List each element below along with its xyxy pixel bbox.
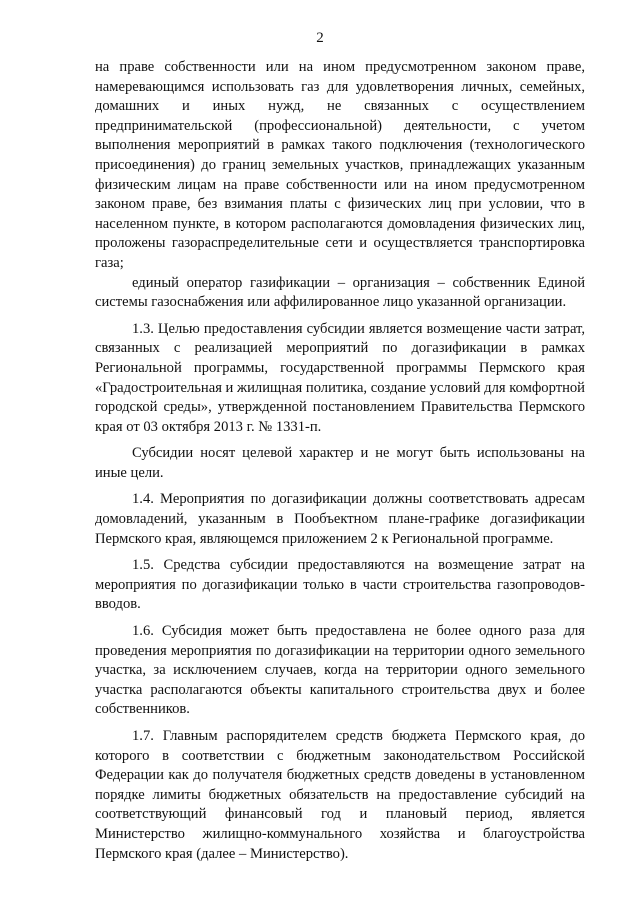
paragraph-1-6: 1.6. Субсидия может быть предоставлена не более одного раза для проведения мероприятия по догазификации на территории одного земельного участка, за исключением случаев, когда на территории одного земельного участка располагаются объекты капитального строительства двух и более собственников. — [95, 623, 585, 718]
paragraph-definition-continued: на праве собственности или на ином предусмотренном законом праве, намеревающимся использовать газ для удовлетворения личных, семейных, домашних и иных нужд, не связанных с осуществлением предпринимательской (профессиональной) деятельности, с учетом выполнения мероприятий в рамках такого подключения (технологического присоединения) до границ земельных участков, принадлежащих указанным физическим лицам на праве собственности или на ином предусмотренном законом праве, без взимания платы с физических лиц при условии, что в населенном пункте, в котором располагаются домовладения физических лиц, проложены газораспределительные сети и осуществляется транспортировка газа; — [95, 59, 585, 271]
paragraph-subsidy-purpose: Субсидии носят целевой характер и не могут быть использованы на иные цели. — [95, 445, 585, 481]
paragraph-1-5: 1.5. Средства субсидии предоставляются на возмещение затрат на мероприятия по догазификации только в части строительства газопроводов-вводов. — [95, 557, 585, 613]
document-body — [95, 58, 585, 864]
paragraph-1-3: 1.3. Целью предоставления субсидии является возмещение части затрат, связанных с реализацией мероприятий по догазификации в рамках Региональной программы, государственной программы Пермского края «Градостроительная и жилищная политика, создание условий для комфортной городской среды», утвержденной постановлением Правительства Пермского края от 03 октября 2013 г. № 1331-п. — [95, 320, 585, 435]
paragraph-1-4: 1.4. Мероприятия по догазификации должны соответствовать адресам домовладений, указанным в Пообъектном плане-графике догазификации Пермского края, являющемся приложением 2 к Региональной программе. — [95, 491, 585, 547]
page-number: 2 — [316, 30, 324, 46]
paragraph-gasification-operator: единый оператор газификации – организация – собственник Единой системы газоснабжения или аффилированное лицо указанной организации. — [95, 274, 585, 311]
paragraph-1-7: 1.7. Главным распорядителем средств бюджета Пермского края, до которого в соответствии с бюджетным законодательством Российской Федерации как до получателя бюджетных средств доведены в установленном порядке лимиты бюджетных обязательств на предоставление субсидий на соответствующий финансовый год и плановый период, является Министерство жилищно-коммунального хозяйства и благоустройства Пермского края (далее – Министерство). — [95, 728, 585, 862]
